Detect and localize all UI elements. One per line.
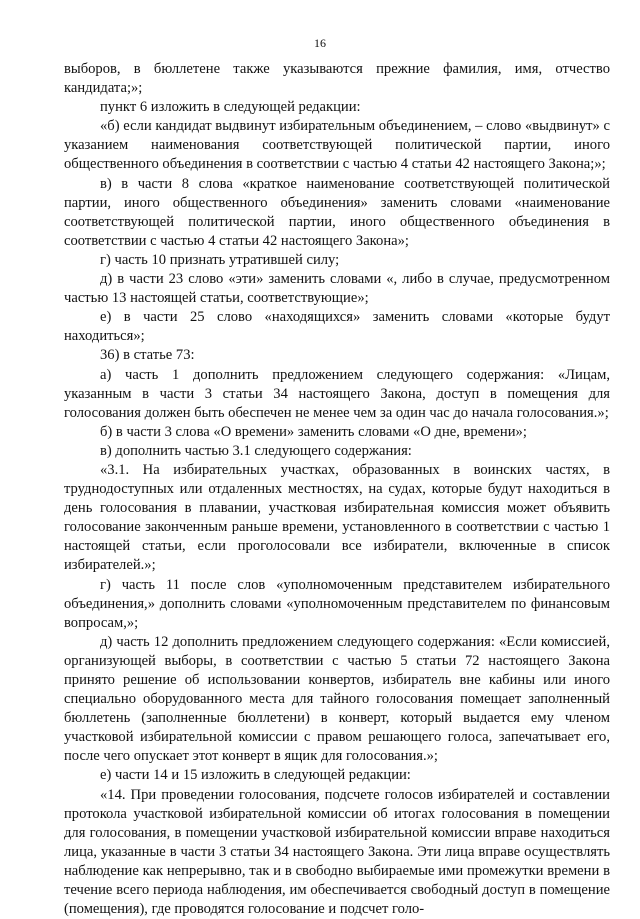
paragraph-continuation: выборов, в бюллетене также указываются прежние фамилия, имя, отчество кандидата;»; (64, 61, 610, 97)
document-body (64, 60, 610, 919)
paragraph-article-73: 36) в статье 73: (100, 347, 195, 364)
paragraph-item-e-parts-14-15: е) части 14 и 15 изложить в следующей редакции: (100, 767, 411, 784)
paragraph-item-d-part-23: д) в части 23 слово «эти» заменить словами «, либо в случае, предусмотренном частью 13 настоящей статьи, соответствующие»; (64, 271, 610, 307)
paragraph-item-b-part-3: б) в части 3 слова «О времени» заменить словами «О дне, времени»; (100, 423, 527, 440)
paragraph-item-v-part-8: в) в части 8 слова «краткое наименование соответствующей политической партии, иного общественного объединения» заменить словами «наименование соответствующей политической партии, иного общественного объединения в соответствии с частью 4 статьи 42 настоящего Закона»; (64, 175, 610, 249)
paragraph-item-e-part-25: е) в части 25 слово «находящихся» заменить словами «которые будут находиться»; (64, 309, 610, 345)
paragraph-item-v-part-3-1: в) дополнить частью 3.1 следующего содержания: (100, 442, 412, 459)
paragraph-item-g-part-10: г) часть 10 признать утратившей силу; (100, 251, 340, 268)
paragraph-item-d-part-12: д) часть 12 дополнить предложением следующего содержания: «Если комиссией, организующей выборы, в соответствии с частью 5 статьи 72 настоящего Закона принято решение об использовании конвертов, избиратель вне кабины или иного специально оборудованного места для тайного голосования помещает заполненный бюллетень (заполненные бюллетени) в конверт, который выдается ему членом участковой избирательной комиссии с правом решающего голоса, запечатывает его, после чего опускает этот конверт в ящик для голосования.»; (64, 633, 610, 765)
paragraph-item-g-part-11: г) часть 11 после слов «уполномоченным представителем избирательного объединения,» дополнить словами «уполномоченным представителем по финансовым вопросам,»; (64, 576, 610, 631)
paragraph-item-a-part-1: а) часть 1 дополнить предложением следующего содержания: «Лицам, указанным в части 3 статьи 34 настоящего Закона, доступ в помещения для голосования должен быть обеспечен не менее чем за один час до начала голосования.»; (64, 366, 610, 421)
paragraph-point-6-text: «б) если кандидат выдвинут избирательным объединением, – слово «выдвинут» с указанием наименования соответствующей политической партии, иного общественного объединения в соответствии с частью 4 статьи 42 настоящего Закона;»; (64, 118, 610, 173)
paragraph-point-6: пункт 6 изложить в следующей редакции: (100, 99, 361, 116)
paragraph-part-3-1-text: «3.1. На избирательных участках, образованных в воинских частях, в труднодоступных или отдаленных местностях, на судах, которые будут находиться в день голосования в плавании, участковая избирательная комиссия может объявить голосование законченным раньше времени, установленного в соответствии с частью 1 настоящей статьи, если проголосовали все избиратели, включенные в список избирателей.»; (64, 461, 610, 574)
paragraph-part-14-text: «14. При проведении голосования, подсчете голосов избирателей и составлении протокола участковой избирательной комиссии об итогах голосования в помещении для голосования, в помещении участковой избирательной комиссии вправе находиться лица, указанные в части 3 статьи 34 настоящего Закона. Эти лица вправе осуществлять наблюдение как непрерывно, так и в свободно выбираемые ими промежутки времени в течение всего периода наблюдения, им обеспечивается свободный доступ в помещение (помещения), где проводятся голосование и подсчет голо- (64, 786, 610, 918)
page-number: 16 (314, 36, 326, 50)
